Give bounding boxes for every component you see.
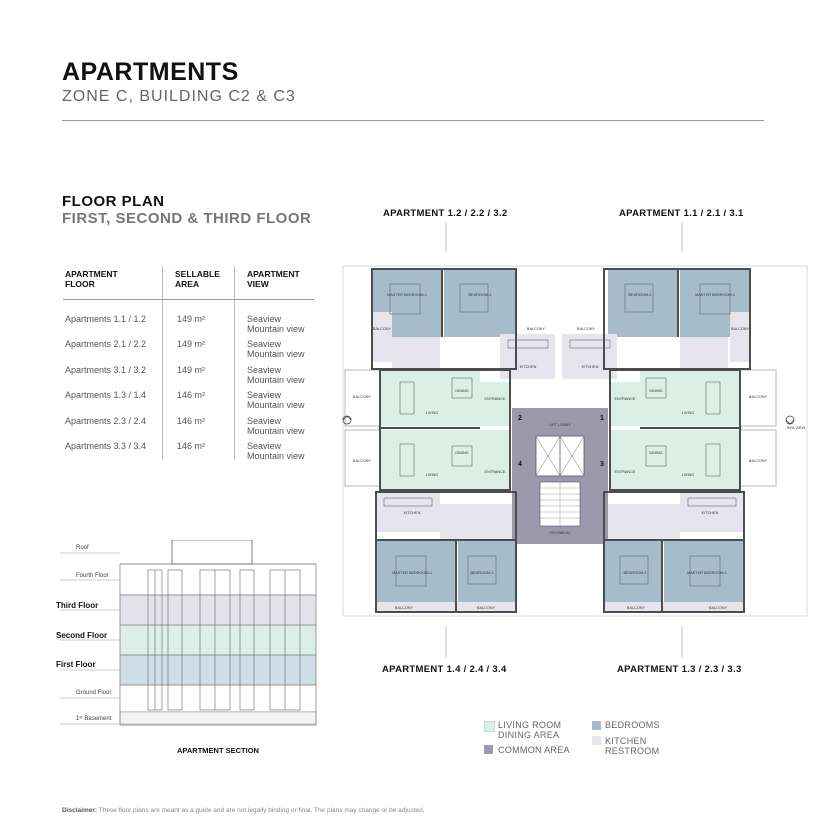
apartment-label-top-right: APARTMENT 1.1 / 2.1 / 3.1 — [619, 208, 744, 219]
table-cell-area: 146 m² — [177, 416, 206, 426]
table-cell-apartment: Apartments 2.1 / 2.2 — [65, 339, 147, 349]
label-balcony: BALCONY — [576, 327, 596, 331]
unit-number-4: 4 — [518, 461, 522, 468]
legend-label-bedrooms: BEDROOMS — [605, 720, 660, 730]
floor-plan-title: FLOOR PLAN — [62, 193, 165, 210]
label-bedroom: BEDROOM-2 — [628, 293, 652, 297]
unit-number-3: 3 — [600, 461, 604, 468]
section-band-second — [120, 625, 316, 655]
room-entrance — [480, 382, 510, 426]
table-cell-view: Seaview — [247, 339, 282, 349]
page-title: APARTMENTS — [62, 58, 239, 86]
table-cell-apartment: Apartments 2.3 / 2.4 — [65, 416, 147, 426]
room-bedroom — [608, 269, 678, 337]
label-sea-view: SEA VIEW — [786, 426, 806, 430]
table-cell-area: 146 m² — [177, 441, 206, 451]
apartment-label-top-left: APARTMENT 1.2 / 2.2 / 3.2 — [383, 208, 508, 219]
label-dining: DINING — [649, 451, 663, 455]
label-dining: DINING — [649, 389, 663, 393]
table-cell-area: 149 m² — [177, 365, 206, 375]
section-level-third: Third Floor — [56, 601, 99, 610]
label-master-bedroom: MASTER BEDROOM-1 — [387, 293, 427, 297]
label-master-bedroom: MASTER BEDROOM-1 — [695, 293, 735, 297]
label-bedroom: BEDROOM-2 — [623, 571, 647, 575]
label-balcony: BALCONY — [526, 327, 546, 331]
floor-plan-drawing — [340, 222, 810, 658]
label-kitchen: KITCHEN — [403, 511, 421, 515]
room-balcony — [372, 312, 392, 362]
disclaimer-label: Disclaimer: — [62, 807, 98, 814]
label-master-bedroom: MASTER BEDROOM-1 — [392, 571, 432, 575]
section-level-first: First Floor — [56, 660, 96, 669]
room-wc — [392, 337, 440, 369]
label-balcony: BALCONY — [372, 327, 392, 331]
floor-plan-subtitle: FIRST, SECOND & THIRD FLOOR — [62, 210, 312, 227]
label-living: LIVING — [425, 411, 439, 415]
table-column-divider — [234, 266, 235, 459]
label-balcony: BALCONY — [352, 459, 372, 463]
label-master-bedroom: MASTER BEDROOM-1 — [687, 571, 727, 575]
room-living — [380, 430, 480, 490]
label-bedroom: BEDROOM-2 — [468, 293, 492, 297]
section-band-third — [120, 595, 316, 625]
header-divider — [62, 120, 764, 121]
label-kitchen: KITCHEN — [581, 365, 599, 369]
label-living: LIVING — [681, 411, 695, 415]
label-balcony: BALCONY — [394, 606, 414, 610]
room-entrance — [610, 382, 640, 426]
section-level-roof: Roof — [76, 545, 89, 551]
section-drawing — [60, 540, 320, 740]
unit-number-2: 2 — [518, 415, 522, 422]
table-cell-apartment: Apartments 1.1 / 1.2 — [65, 314, 147, 324]
table-cell-view: Mountain view — [247, 400, 305, 410]
disclaimer — [62, 807, 425, 814]
disclaimer-text: These floor plans are meant as a guide and are not legally binding or final. The plans may change or be adjusted. — [97, 807, 425, 814]
table-cell-view: Seaview — [247, 416, 282, 426]
section-level-ground: Ground Floor — [76, 690, 112, 696]
room-wc — [680, 337, 728, 369]
label-kitchen: KITCHEN — [701, 511, 719, 515]
label-entrance: ENTRANCE — [614, 470, 636, 474]
table-cell-view: Mountain view — [247, 375, 305, 385]
section-level-second: Second Floor — [56, 631, 108, 640]
label-living: LIVING — [681, 473, 695, 477]
label-bedroom: BEDROOM-2 — [470, 571, 494, 575]
label-balcony: BALCONY — [352, 395, 372, 399]
unit-number-1: 1 — [600, 415, 604, 422]
table-cell-view: Mountain view — [247, 451, 305, 461]
room-wc — [440, 504, 512, 544]
table-divider — [63, 299, 314, 300]
room-entrance — [480, 430, 510, 490]
apartment-label-bottom-right: APARTMENT 1.3 / 2.3 / 3.3 — [617, 664, 742, 675]
table-header-apartment: APARTMENT FLOOR — [65, 269, 118, 289]
room-living — [640, 430, 740, 490]
label-balcony: BALCONY — [476, 606, 496, 610]
table-cell-area: 149 m² — [177, 314, 206, 324]
label-lift-lobby: LIFT LOBBY — [549, 423, 571, 427]
table-cell-area: 146 m² — [177, 390, 206, 400]
room-balcony — [345, 430, 380, 486]
section-band-first — [120, 655, 316, 685]
legend-label-common: COMMON AREA — [498, 745, 570, 755]
label-technical: TECHNICAL — [549, 531, 571, 535]
apartment-label-bottom-left: APARTMENT 1.4 / 2.4 / 3.4 — [382, 664, 507, 675]
label-balcony: BALCONY — [748, 395, 768, 399]
label-dining: DINING — [455, 389, 469, 393]
label-balcony: BALCONY — [748, 459, 768, 463]
legend-swatch-common — [484, 745, 493, 754]
table-header-area: SELLABLE AREA — [175, 269, 220, 289]
legend-swatch-bedrooms — [592, 721, 601, 730]
label-balcony: BALCONY — [708, 606, 728, 610]
table-cell-apartment: Apartments 3.3 / 3.4 — [65, 441, 147, 451]
table-cell-view: Mountain view — [247, 349, 305, 359]
table-cell-apartment: Apartments 1.3 / 1.4 — [65, 390, 147, 400]
table-cell-apartment: Apartments 3.1 / 3.2 — [65, 365, 147, 375]
section-caption: APARTMENT SECTION — [177, 746, 259, 755]
label-entrance: ENTRANCE — [614, 397, 636, 401]
table-column-divider — [162, 266, 163, 459]
section-level-fourth: Fourth Floor — [76, 573, 109, 579]
page-subtitle: ZONE C, BUILDING C2 & C3 — [62, 88, 296, 105]
room-balcony — [730, 312, 750, 362]
label-entrance: ENTRANCE — [484, 397, 506, 401]
label-balcony: BALCONY — [626, 606, 646, 610]
room-bedroom — [444, 269, 516, 337]
table-cell-view: Mountain view — [247, 426, 305, 436]
room-balcony — [740, 430, 776, 486]
table-cell-view: Seaview — [247, 390, 282, 400]
table-cell-view: Mountain view — [247, 324, 305, 334]
table-cell-view: Seaview — [247, 314, 282, 324]
table-cell-view: Seaview — [247, 441, 282, 451]
label-dining: DINING — [455, 451, 469, 455]
section-level-basement: 1ˢᵗ Basement — [76, 716, 112, 722]
table-cell-area: 149 m² — [177, 339, 206, 349]
label-entrance: ENTRANCE — [484, 470, 506, 474]
legend-swatch-living — [484, 721, 495, 732]
label-kitchen: KITCHEN — [519, 365, 537, 369]
label-living: LIVING — [425, 473, 439, 477]
table-header-view: APARTMENT VIEW — [247, 269, 300, 289]
room-entrance — [610, 430, 640, 490]
legend-swatch-kitchen — [592, 736, 601, 745]
label-balcony: BALCONY — [730, 327, 750, 331]
room-wc — [608, 504, 680, 544]
legend-label-living: LIVING ROOM DINING AREA — [498, 720, 562, 740]
legend-label-kitchen: KITCHEN RESTROOM — [605, 736, 660, 756]
table-cell-view: Seaview — [247, 365, 282, 375]
